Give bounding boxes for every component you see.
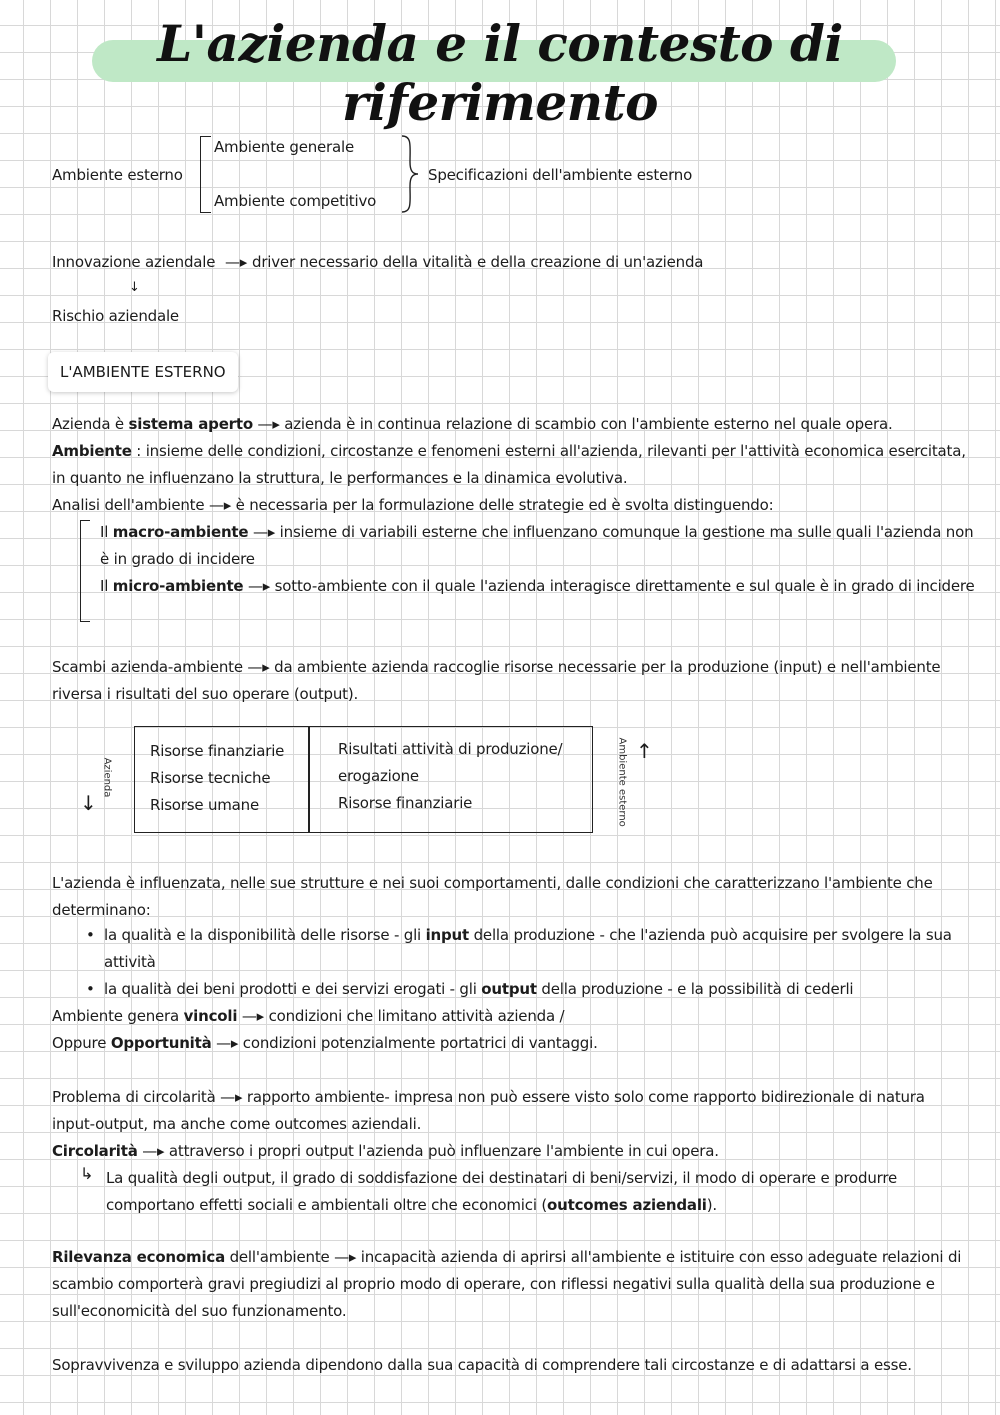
outcomes-end: ).	[706, 1196, 717, 1214]
bullet-text: della produzione - che l'azienda può acquisire per svolgere la sua attività	[104, 926, 952, 971]
down-arrow-icon: ↓	[80, 791, 97, 815]
para-sistema-aperto	[52, 411, 893, 438]
ambiente-competitivo-label: Ambiente competitivo	[214, 192, 377, 210]
vincoli-desc: —▸ condizioni che limitano attività azienda /	[241, 1007, 565, 1025]
micro-ambiente-term: micro-ambiente	[112, 577, 244, 595]
rilevanza-term: Rilevanza economica	[52, 1248, 225, 1266]
specificazioni-label: Specificazioni dell'ambiente esterno	[428, 166, 693, 184]
square-bracket	[80, 520, 90, 622]
output-item: Risultati attività di produzione/ erogazione	[338, 740, 563, 785]
input-term: input	[425, 926, 470, 944]
bullet-icon: •	[86, 980, 95, 998]
macro-ambiente-item	[100, 519, 980, 573]
sistema-aperto-term: sistema aperto	[128, 415, 253, 433]
output-item: Risorse finanziarie	[338, 794, 473, 812]
innovazione-desc: driver necessario della vitalità e della creazione di un'azienda	[252, 253, 704, 271]
input-bullet	[104, 922, 970, 976]
outcomes-term: outcomes aziendali	[547, 1196, 707, 1214]
analisi-text: Analisi dell'ambiente —▸ è necessaria per la formulazione delle strategie ed è svolta distinguendo:	[52, 496, 774, 514]
rischio-label: Rischio aziendale	[52, 307, 179, 325]
problema-text: Problema di circolarità —▸ rapporto ambiente- impresa non può essere visto solo come rapporto bidirezionale di natura input-output, ma anche come outcomes aziendali.	[52, 1088, 925, 1133]
ambiente-desc: : insieme delle condizioni, circostanze e fenomeni esterni all'azienda, rilevanti per l'attività economica esercitata, in quanto ne influenzano la struttura, le performances e la dinamica evolutiva.	[52, 442, 966, 487]
page-title: L'azienda e il contesto di riferimento	[157, 14, 843, 132]
arrow-icon: —▸	[257, 415, 280, 433]
input-item: Risorse umane	[150, 796, 260, 814]
innovazione-label: Innovazione aziendale	[52, 253, 216, 271]
arrow-icon: —▸	[225, 253, 248, 271]
macro-ambiente-desc: —▸ insieme di variabili esterne che influenzano comunque la gestione ma sulle quali l'azienda non è in grado di incidere	[100, 523, 974, 568]
opportunita-desc: —▸ condizioni potenzialmente portatrici di vantaggi.	[216, 1034, 598, 1052]
vincoli-line	[52, 1003, 564, 1030]
influenza-text: L'azienda è influenzata, nelle sue strutture e nei suoi comportamenti, dalle condizioni che caratterizzano l'ambiente che determinano:	[52, 874, 933, 919]
circolarita-term: Circolarità	[52, 1142, 138, 1160]
sopravvivenza-text: Sopravvivenza e sviluppo azienda dipendono dalla sua capacità di comprendere tali circostanze e di adattarsi a esse.	[52, 1356, 912, 1374]
ambiente-generale-label: Ambiente generale	[214, 138, 355, 156]
vincoli-term: vincoli	[183, 1007, 238, 1025]
il-text: Il	[100, 577, 109, 595]
curly-brace-icon	[396, 134, 422, 214]
bullet-text: la qualità dei beni prodotti e dei servizi erogati - gli	[104, 980, 477, 998]
circolarita-desc: —▸ attraverso i propri output l'azienda può influenzare l'ambiente in cui opera.	[142, 1142, 719, 1160]
input-item: Risorse tecniche	[150, 769, 271, 787]
rilevanza-desc: dell'ambiente —▸ incapacità azienda di aprirsi all'ambiente e istituire con esso adeguate relazioni di scambio comporterà gravi pregiudizi al proprio modo di operare, con riflessi negativi sulla qualità della sua produzione e sull'economicità del suo funzionamento.	[52, 1248, 962, 1320]
outcomes-text	[106, 1165, 972, 1219]
output-bullet	[104, 976, 853, 1003]
para-ambiente-def	[52, 438, 972, 492]
micro-ambiente-item	[100, 573, 980, 600]
bullet-icon: •	[86, 926, 95, 944]
azienda-text: Azienda è	[52, 415, 124, 433]
azienda-vertical-label: Azienda	[101, 757, 113, 798]
input-item: Risorse finanziarie	[150, 742, 285, 760]
box-divider	[308, 726, 310, 833]
circolarita-line	[52, 1138, 719, 1165]
scambi-text: Scambi azienda-ambiente —▸ da ambiente azienda raccoglie risorse necessarie per la produzione (input) e nell'ambiente riversa i risultati del suo operare (output).	[52, 658, 941, 703]
ambiente-esterno-vertical-label: Ambiente esterno	[616, 737, 628, 827]
bullet-text: la qualità e la disponibilità delle risorse - gli	[104, 926, 422, 944]
opportunita-line	[52, 1030, 598, 1057]
opportunita-term: Opportunità	[110, 1034, 212, 1052]
micro-ambiente-desc: —▸ sotto-ambiente con il quale l'azienda interagisce direttamente e sul quale è in grado di incidere	[247, 577, 975, 595]
square-bracket	[200, 136, 211, 213]
sub-arrow-icon: ↳	[80, 1164, 94, 1183]
vincoli-pre: Ambiente genera	[52, 1007, 180, 1025]
section-label: L'AMBIENTE ESTERNO	[48, 352, 238, 392]
outcomes-desc: La qualità degli output, il grado di soddisfazione dei destinatari di beni/servizi, il modo di operare e produrre comportano effetti sociali e ambientali oltre che economici (	[106, 1169, 898, 1214]
il-text: Il	[100, 523, 109, 541]
rilevanza-text	[52, 1244, 982, 1325]
macro-ambiente-term: macro-ambiente	[112, 523, 249, 541]
bullet-text: della produzione - e la possibilità di cederli	[541, 980, 854, 998]
ambiente-term: Ambiente	[52, 442, 132, 460]
ambiente-esterno-label: Ambiente esterno	[52, 166, 183, 184]
oppure-text: Oppure	[52, 1034, 107, 1052]
up-arrow-icon: ↑	[636, 739, 653, 763]
azienda-desc: azienda è in continua relazione di scambio con l'ambiente esterno nel quale opera.	[284, 415, 893, 433]
output-term: output	[481, 980, 537, 998]
down-arrow-icon: ↓	[129, 280, 140, 295]
